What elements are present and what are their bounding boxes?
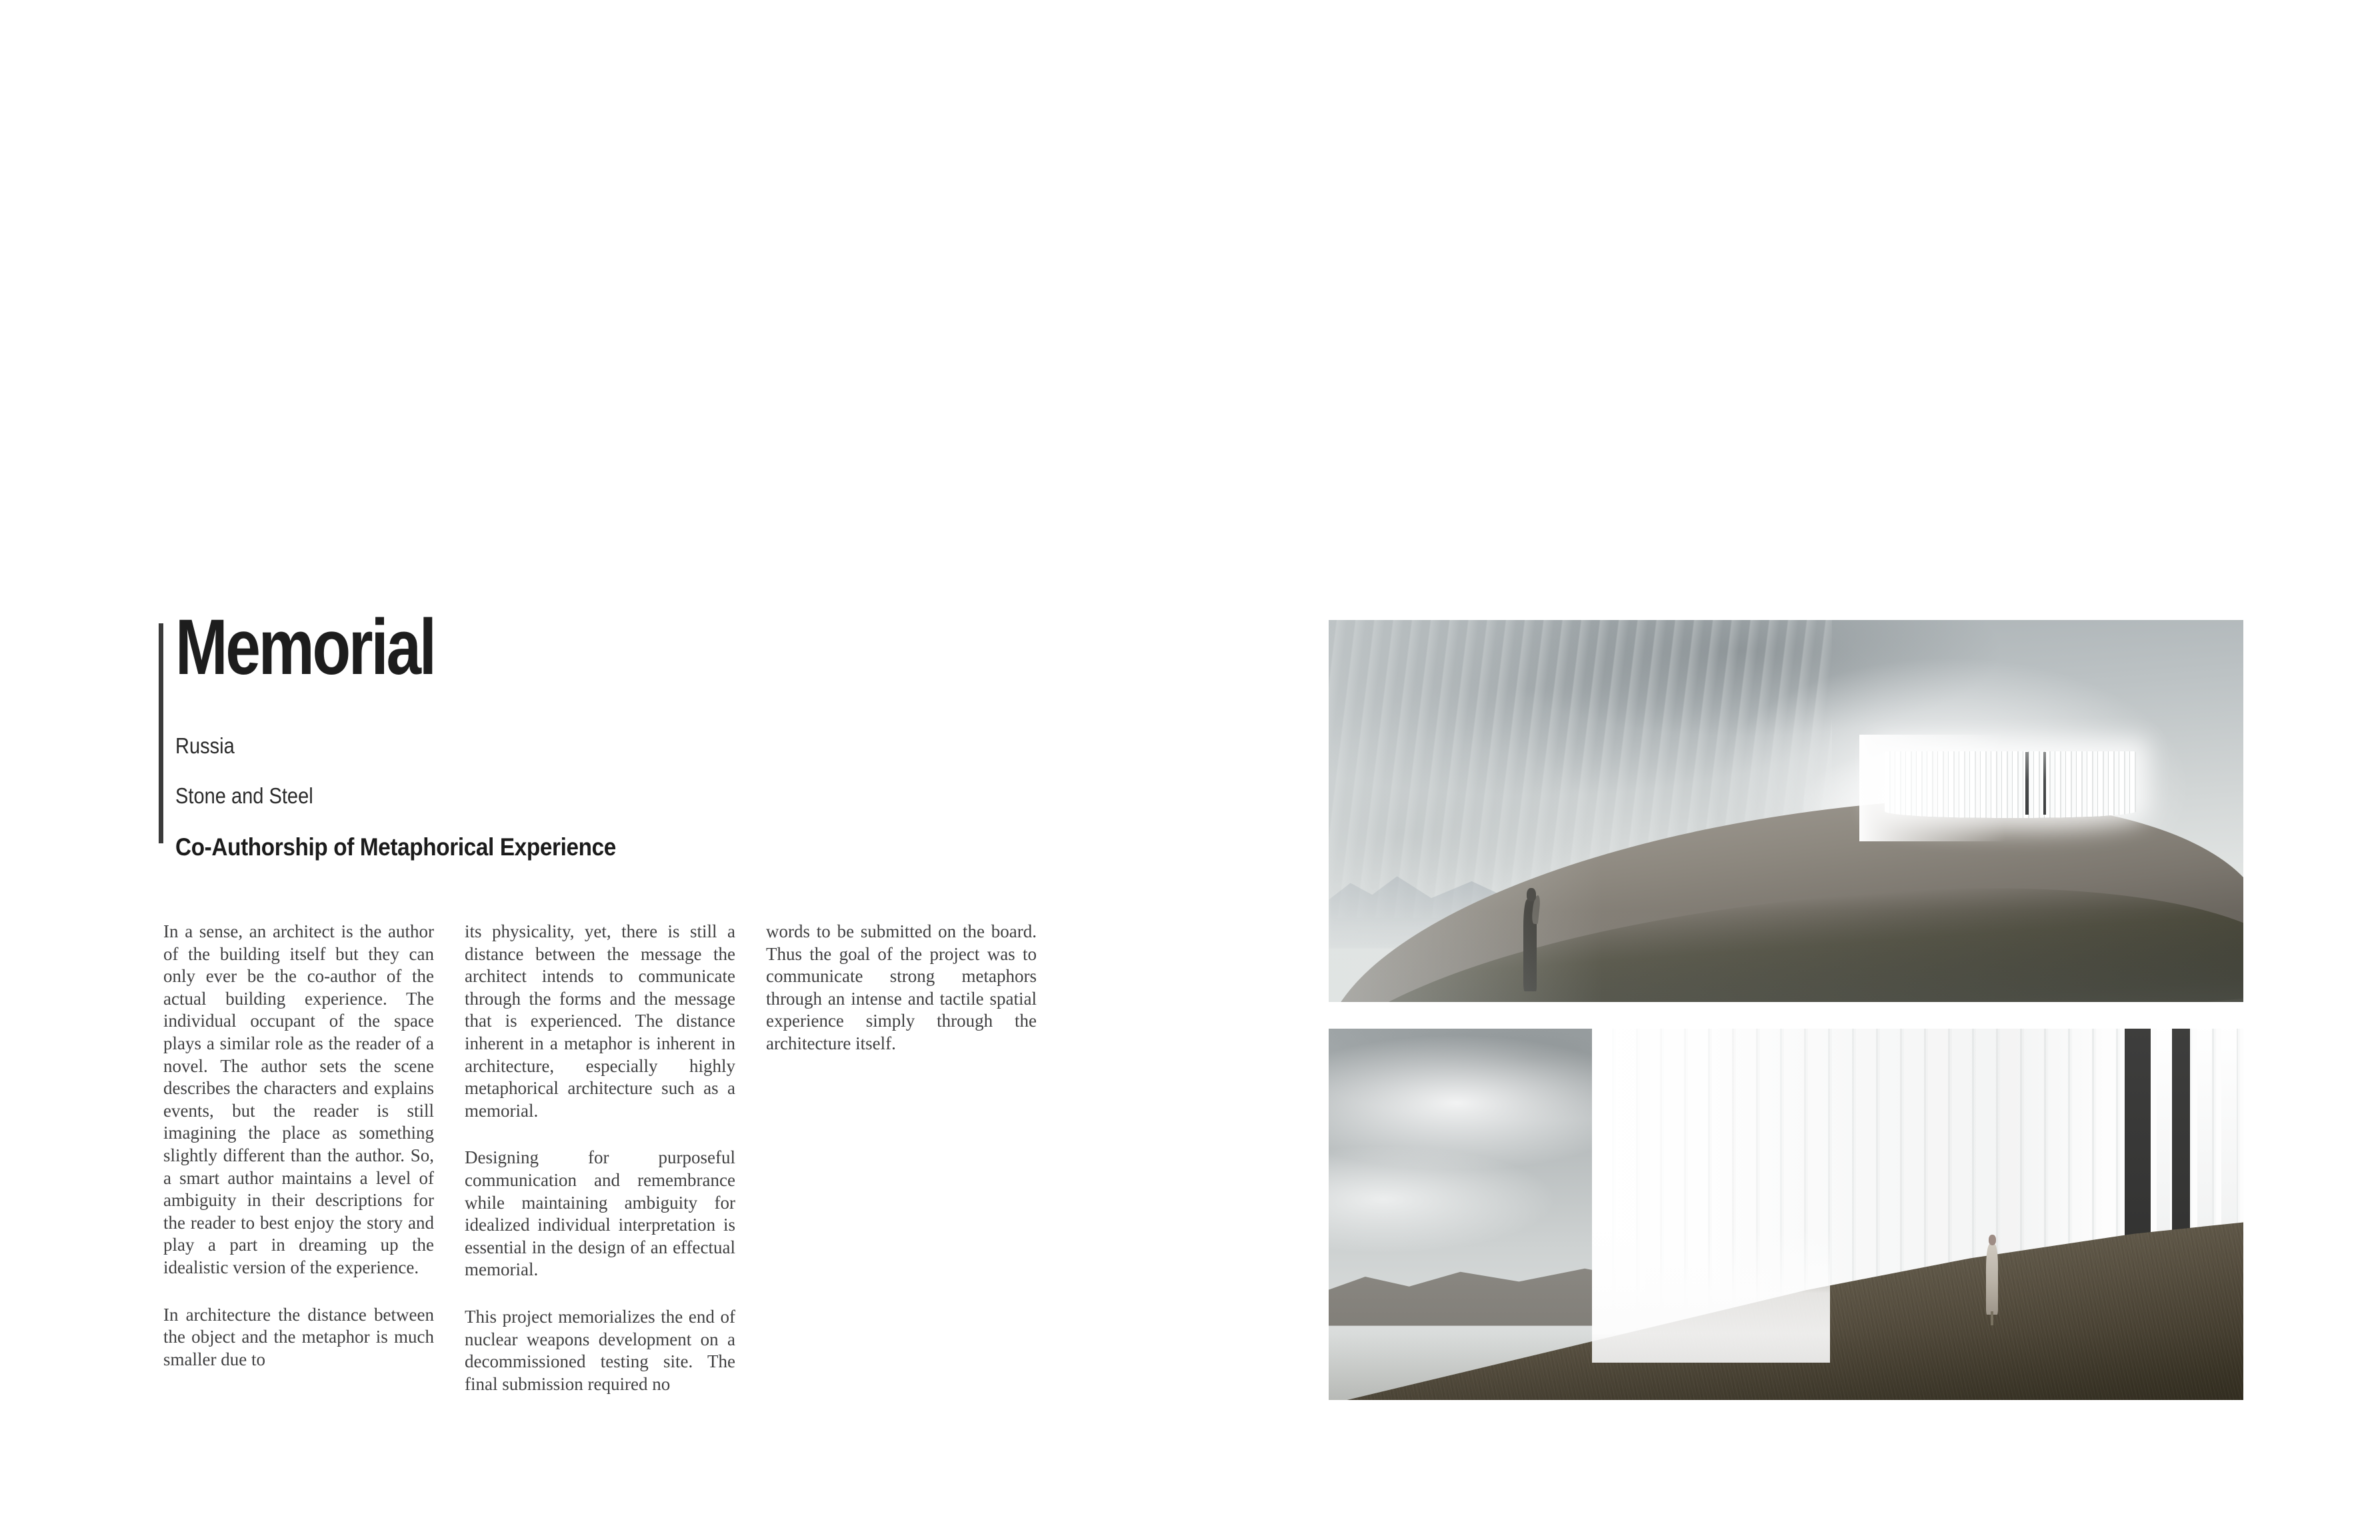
- figure-head: [1527, 888, 1536, 901]
- memorial-entry-slit: [2043, 752, 2047, 815]
- title-vertical-rule: [159, 623, 163, 843]
- memorial-entry-slit: [2025, 752, 2029, 815]
- figure-head: [1989, 1235, 1997, 1245]
- project-materials: Stone and Steel: [175, 783, 313, 808]
- figure-body: [1986, 1244, 1997, 1315]
- paragraph: Designing for purposeful communication and remembrance while maintaining ambiguity for idealized individual interpretation is essential in the design of an effectual memorial.: [465, 1147, 735, 1280]
- monument-light-bloom: [1859, 735, 2006, 841]
- text-column-2: [465, 921, 735, 1395]
- text-column-3: [766, 921, 1037, 1395]
- page-title: Memorial: [175, 603, 435, 691]
- memorial-colonnade-render: [1329, 1029, 2243, 1400]
- text-column-1: [163, 921, 434, 1395]
- paragraph: This project memorializes the end of nuclear weapons development on a decommissioned testing site. The final submission required no: [465, 1306, 735, 1394]
- human-figure: [1523, 888, 1540, 991]
- figure-leg: [1991, 1311, 1993, 1325]
- paragraph: words to be submitted on the board. Thus the goal of the project was to communicate strong metaphors through an intense and tactile spatial experience simply through the architecture itself.: [766, 921, 1037, 1053]
- body-text-columns: [163, 921, 1037, 1395]
- memorial-hilltop-render: [1329, 620, 2243, 1002]
- paragraph: In a sense, an architect is the author of the building itself but they can only ever be the co-author of the actual building experience. The individual occupant of the space plays a similar role as the reader of a novel. The author sets the scene describes the characters and explains events, but the reader is still imagining the place as something slightly different than the author. So, a smart author maintains a level of ambiguity in their descriptions for the reader to best enjoy the story and play a part in dreaming up the idealistic version of the experience.: [163, 921, 434, 1277]
- project-subtitle: Co-Authorship of Metaphorical Experience: [175, 833, 616, 861]
- human-figure: [1985, 1235, 1999, 1324]
- paragraph: In architecture the distance between the object and the metaphor is much smaller due to: [163, 1304, 434, 1369]
- paragraph: its physicality, yet, there is still a distance between the message the architect intends to communicate through the forms and the message that is experienced. The distance inherent in a metaphor is inherent in architecture, especially highly metaphorical architecture such as a memorial.: [465, 921, 735, 1121]
- colonnade-base-fade: [1592, 1229, 1830, 1363]
- project-location: Russia: [175, 733, 235, 758]
